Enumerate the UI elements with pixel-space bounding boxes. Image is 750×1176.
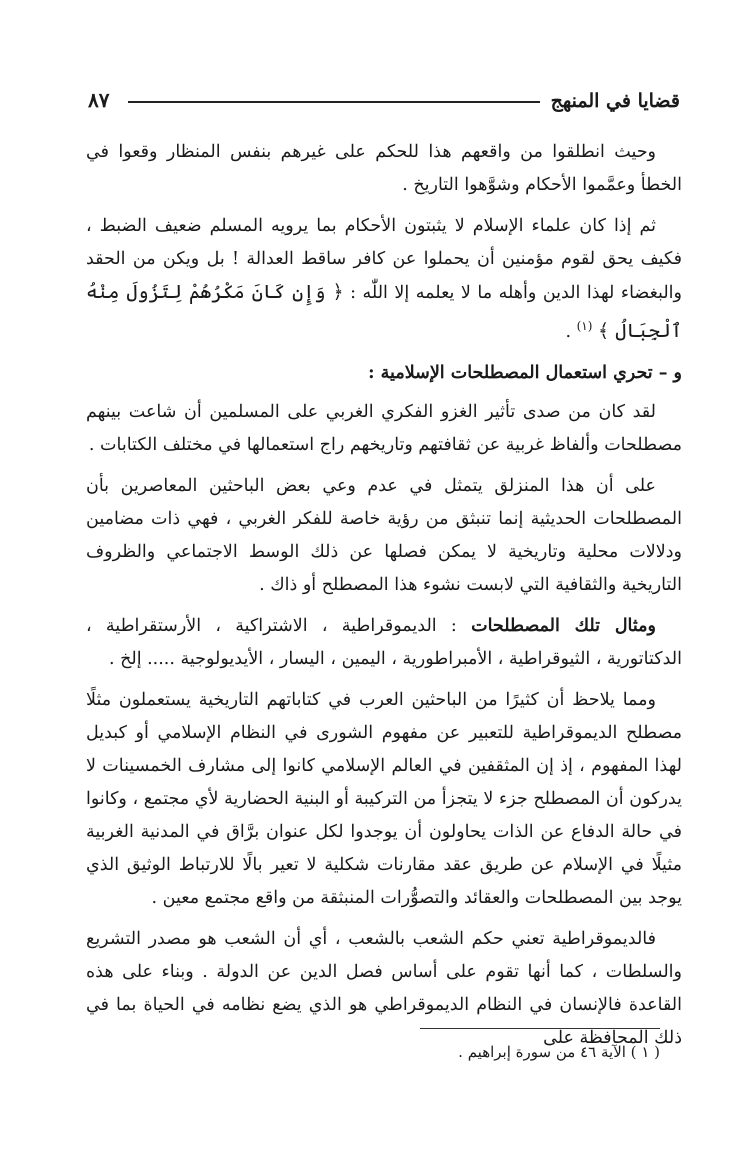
paragraph-3: لقد كان من صدى تأثير الغزو الفكري الغربي على المسلمين أن شاعت بينهم مصطلحات وألفاظ غربية عن ثقافتهم وتاريخهم راج استعمالها في مختلف الكتابات . <box>86 401 682 455</box>
paragraph-1: وحيث انطلقوا من واقعهم هذا للحكم على غيرهم بنفس المنظار وقعوا في الخطأ وعمَّموا الأحكام وشوَّهوا التاريخ . <box>86 142 682 195</box>
running-header <box>88 88 680 118</box>
main-text <box>86 136 682 1063</box>
quran-verse: ﴿ وَإِن كَانَ مَكْرُهُمْ لِتَزُولَ مِنْهُ ٱلْجِبَالُ ﴾ <box>86 281 682 342</box>
paragraph-4: على أن هذا المنزلق يتمثل في عدم وعي بعض الباحثين المعاصرين بأن المصطلحات الحديثية إنما تنبثق من رؤية خاصة للفكر الغربي ، فهي ذات مضامين ودلالات محلية وتاريخية لا يمكن فصلها عن ذلك الوسط الاجتماعي والظروف التاريخية والثقافية التي لابست نشوء هذا المصطلح أو ذاك . <box>86 475 682 595</box>
section-heading: و – تحري استعمال المصطلحات الإسلامية : <box>368 362 682 383</box>
paragraph-2-end: . <box>565 321 577 342</box>
running-title: قضايا في المنهج <box>550 90 680 112</box>
examples-list: : الديموقراطية ، الاشتراكية ، الأرستقراطية ، الدكتاتورية ، الثيوقراطية ، الأمبراطورية ، اليمين ، اليسار ، الأيديولوجية ..... إلخ . <box>86 615 682 669</box>
header-rule <box>128 101 540 103</box>
paragraph-2 <box>86 210 682 349</box>
paragraph-5 <box>86 610 682 676</box>
footnote: ( ١ ) الآية ٤٦ من سورة إبراهيم . <box>458 1043 660 1061</box>
page-number: ٨٧ <box>88 88 110 112</box>
paragraph-6: ومما يلاحظ أن كثيرًا من الباحثين العرب في كتاباتهم التاريخية يستعملون مثلًا مصطلح الديموقراطية للتعبير عن مفهوم الشورى في النظام الإسلامي أو كبديل لهذا المفهوم ، إذ إن المثقفين في العالم الإسلامي كانوا إلى مشارف الخمسينات لا يدركون أن المصطلح جزء لا يتجزأ من التركيبة أو البنية الحضارية لأي مجتمع ، وكانوا في حالة الدفاع عن الذات يحاولون أن يوجدوا لكل عنوان برَّاق في المدنية الغربية مثيلًا في الإسلام عن طريق عقد مقارنات شكلية لا تعير بالًا للارتباط الوثيق الذي يوجد بين المصطلحات والعقائد والتصوُّرات المنبثقة من واقع مجتمع معين . <box>86 689 682 908</box>
footnote-rule <box>420 1028 660 1029</box>
paragraph-7: فالديموقراطية تعني حكم الشعب بالشعب ، أي أن الشعب هو مصدر التشريع والسلطات ، كما أنها تقوم على أساس فصل الدين عن الدولة . وبناء على هذه القاعدة فالإنسان في النظام الديموقراطي هو الذي يضع نظامه في الحياة بما في ذلك المحافظة على <box>86 928 682 1048</box>
paragraph-2-text: ثم إذا كان علماء الإسلام لا يثبتون الأحكام بما يرويه المسلم ضعيف الضبط ، فكيف يحق لقوم مؤمنين أن يحملوا عن كافر ساقط العدالة ! بل ويكن من الحقد والبغضاء لهذا الدين وأهله ما لا يعلمه إلا اللّٰه : <box>86 216 682 303</box>
footnote-reference: (١) <box>576 319 593 333</box>
examples-lead: ومثال تلك المصطلحات <box>471 615 656 636</box>
